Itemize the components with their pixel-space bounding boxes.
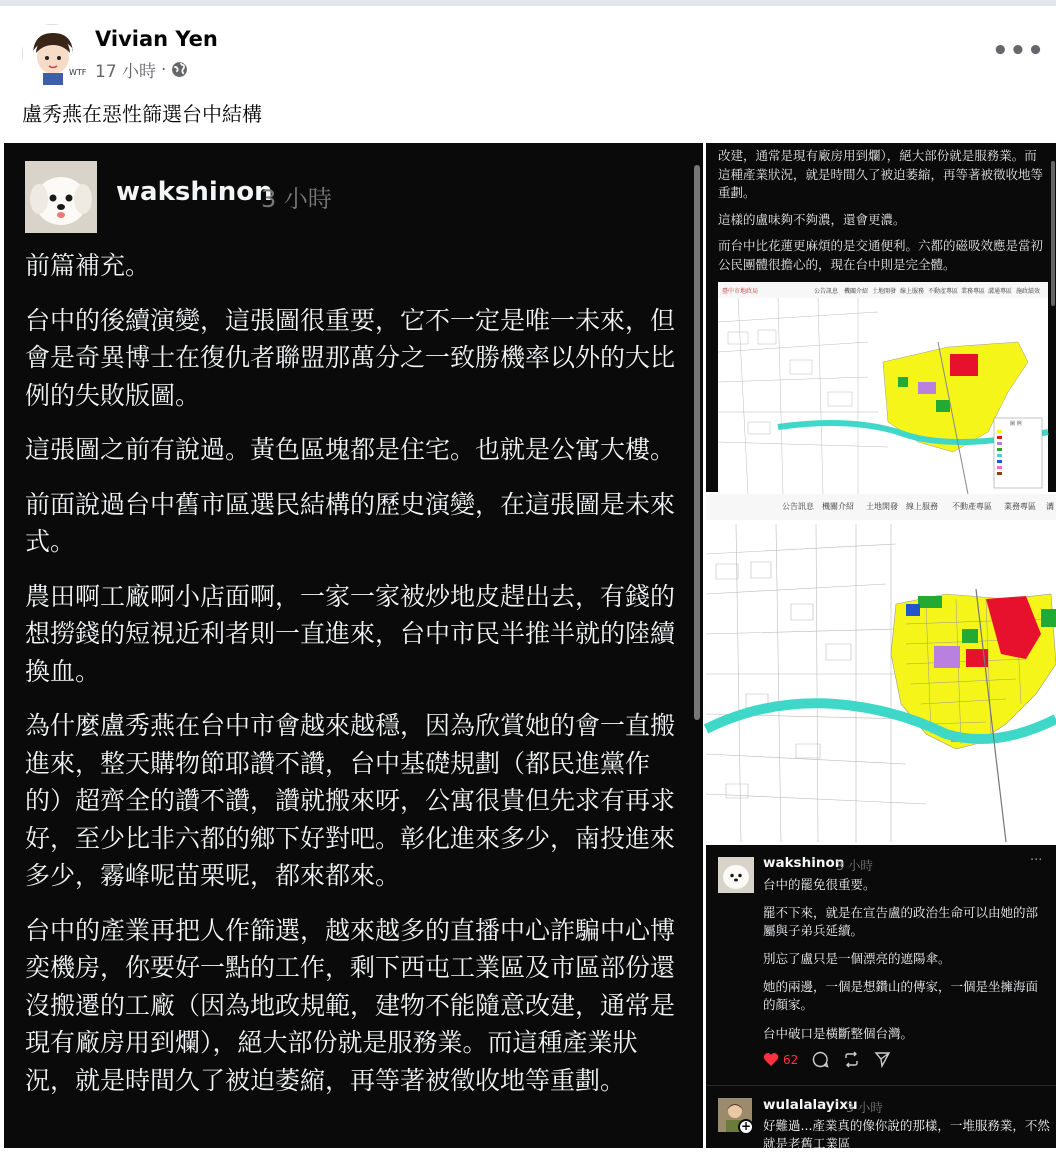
map-nav-item: 業務專區 [1004, 502, 1036, 511]
more-options-icon: ··· [1030, 853, 1043, 868]
reply-time: 3 小時 [836, 858, 873, 873]
map-nav-item: 機關介紹 [844, 288, 869, 295]
dog-avatar [718, 857, 754, 893]
map-nav-item: 溝通專區 [988, 288, 1013, 295]
main-paragraph: 前篇補充。 [25, 251, 151, 280]
map-nav-item: 土地開發 [866, 502, 898, 511]
map-nav-item: 線上服務 [906, 502, 938, 511]
reply-line: 台中破口是橫斷整個台灣。 [763, 1026, 914, 1041]
main-paragraph: 為什麼盧秀燕在台中市會越來越穩，因為欣賞她的會一直搬進來，整天購物節耶讚不讚，台中基礎規劃（都民進黨作的）超齊全的讚不讚，讚就搬來呀，公寓很貴但先求有再求好，至少比非六都的鄉下好對吧。彰化進來多少，南投進來多少，霧峰呢苗栗呢，都來都來。 [25, 711, 676, 890]
map-nav-item: 線上服務 [900, 288, 925, 295]
top-divider [0, 0, 1056, 6]
post-more-options-button[interactable]: ••• [992, 36, 1045, 66]
main-username: wakshinon [116, 177, 273, 207]
map-nav-item: 機關介紹 [822, 502, 854, 511]
map-nav-item: 土地開發 [872, 288, 897, 295]
post-meta [95, 57, 188, 82]
map-nav-item: 公告訊息 [814, 288, 839, 295]
svg-text:臺中市地政局: 臺中市地政局 [722, 288, 759, 295]
comment-icon [812, 1051, 829, 1068]
main-paragraph: 台中的產業再把人作篩選，越來越多的直播中心詐騙中心博奕機房，你要好一點的工作，剩下西屯工業區及市區部份還沒搬遷的工廠（因為地政規範，建物不能隨意改建，通常是現有廠房用到爛），絕大部份就是服務業。而這種產業狀況，就是時間久了被迫萎縮，再等著被徵收地等重劃。 [25, 915, 676, 1095]
reply-line: 她的兩邊，一個是想鑽山的傳家，一個是坐擁海面的顏家。 [763, 979, 1039, 1012]
share-icon [874, 1051, 891, 1068]
meta-separator: · [161, 59, 167, 80]
like-count [763, 1052, 798, 1067]
zoning-map-zoom[interactable] [706, 494, 1056, 842]
reply-line: 別忘了盧只是一個漂亮的遮陽傘。 [763, 951, 951, 966]
repost-icon [843, 1051, 860, 1068]
threads-screenshot-main[interactable] [4, 143, 703, 1148]
map-nav-item: 不動產專區 [928, 288, 959, 295]
map-nav-item: 溝 [1046, 502, 1054, 511]
right-top-paragraph: 這樣的盧味夠不夠濃，還會更濃。 [718, 211, 906, 227]
map-nav-item: 不動產專區 [952, 502, 992, 511]
reply-divider [706, 1085, 1056, 1086]
scrollbar [1051, 161, 1055, 306]
post-time[interactable]: 17 小時 [95, 62, 157, 82]
follow-plus-icon: + [738, 1119, 754, 1135]
reply-username: wakshinon [763, 855, 845, 871]
reply-line: 罷不下來，就是在宣告盧的政治生命可以由她的部屬與子弟兵延續。 [763, 905, 1039, 938]
reply-actions [763, 1051, 891, 1068]
heart-icon [763, 1052, 779, 1067]
threads-screenshot-right-bottom[interactable] [706, 845, 1056, 1151]
main-paragraph: 這張圖之前有說過。黃色區塊都是住宅。也就是公寓大樓。 [25, 435, 676, 464]
main-time: 3 小時 [261, 185, 332, 213]
map-nav-item: 業務專區 [961, 288, 986, 295]
main-paragraph: 台中的後續演變，這張圖很重要，它不一定是唯一未來，但會是奇異博士在復仇者聯盟那萬分之一致勝機率以外的大比例的失敗版圖。 [25, 305, 676, 410]
map-nav-item: 施政績效 [1016, 288, 1041, 295]
main-body [25, 247, 681, 1116]
scrollbar [694, 165, 700, 720]
zoning-map-small [718, 282, 1048, 494]
reply-line: 台中的罷免很重要。 [763, 877, 876, 892]
reply2-time: 3 小時 [846, 1100, 883, 1115]
right-top-paragraph: 而台中比花蓮更麻煩的是交通便利。六都的磁吸效應是當初公民團體很擔心的，現在台中則是完全體。 [718, 238, 1044, 272]
reply2-text: 好難過...產業真的像你說的那樣，一堆服務業，不然就是老舊工業區 [763, 1118, 1050, 1151]
author-avatar[interactable] [22, 24, 87, 84]
right-top-text [718, 147, 1048, 282]
map-nav-item: 公告訊息 [782, 502, 814, 511]
globe-icon [171, 61, 188, 78]
dog-avatar [25, 161, 97, 233]
svg-text:WTF: WTF [69, 68, 87, 77]
reply2-username: wulalalayixu [763, 1097, 858, 1113]
post-text: 盧秀燕在惡性篩選台中結構 [22, 102, 262, 126]
like-count-value: 62 [783, 1052, 799, 1067]
main-paragraph: 農田啊工廠啊小店面啊，一家一家被炒地皮趕出去，有錢的想撈錢的短視近利者則一直進來，台中市民半推半就的陸續換血。 [25, 581, 676, 686]
threads-screenshot-right-top[interactable] [706, 143, 1056, 492]
main-paragraph: 前面說過台中舊市區選民結構的歷史演變，在這張圖是未來式。 [25, 489, 676, 556]
right-top-paragraph: 改建，通常是現有廠房用到爛），絕大部份就是服務業。而這種產業狀況，就是時間久了被迫萎縮，再等著被徵收地等重劃。 [718, 148, 1044, 200]
post-author-name[interactable]: Vivian Yen [95, 27, 218, 51]
legend-title: 圖 例 [1010, 421, 1022, 427]
